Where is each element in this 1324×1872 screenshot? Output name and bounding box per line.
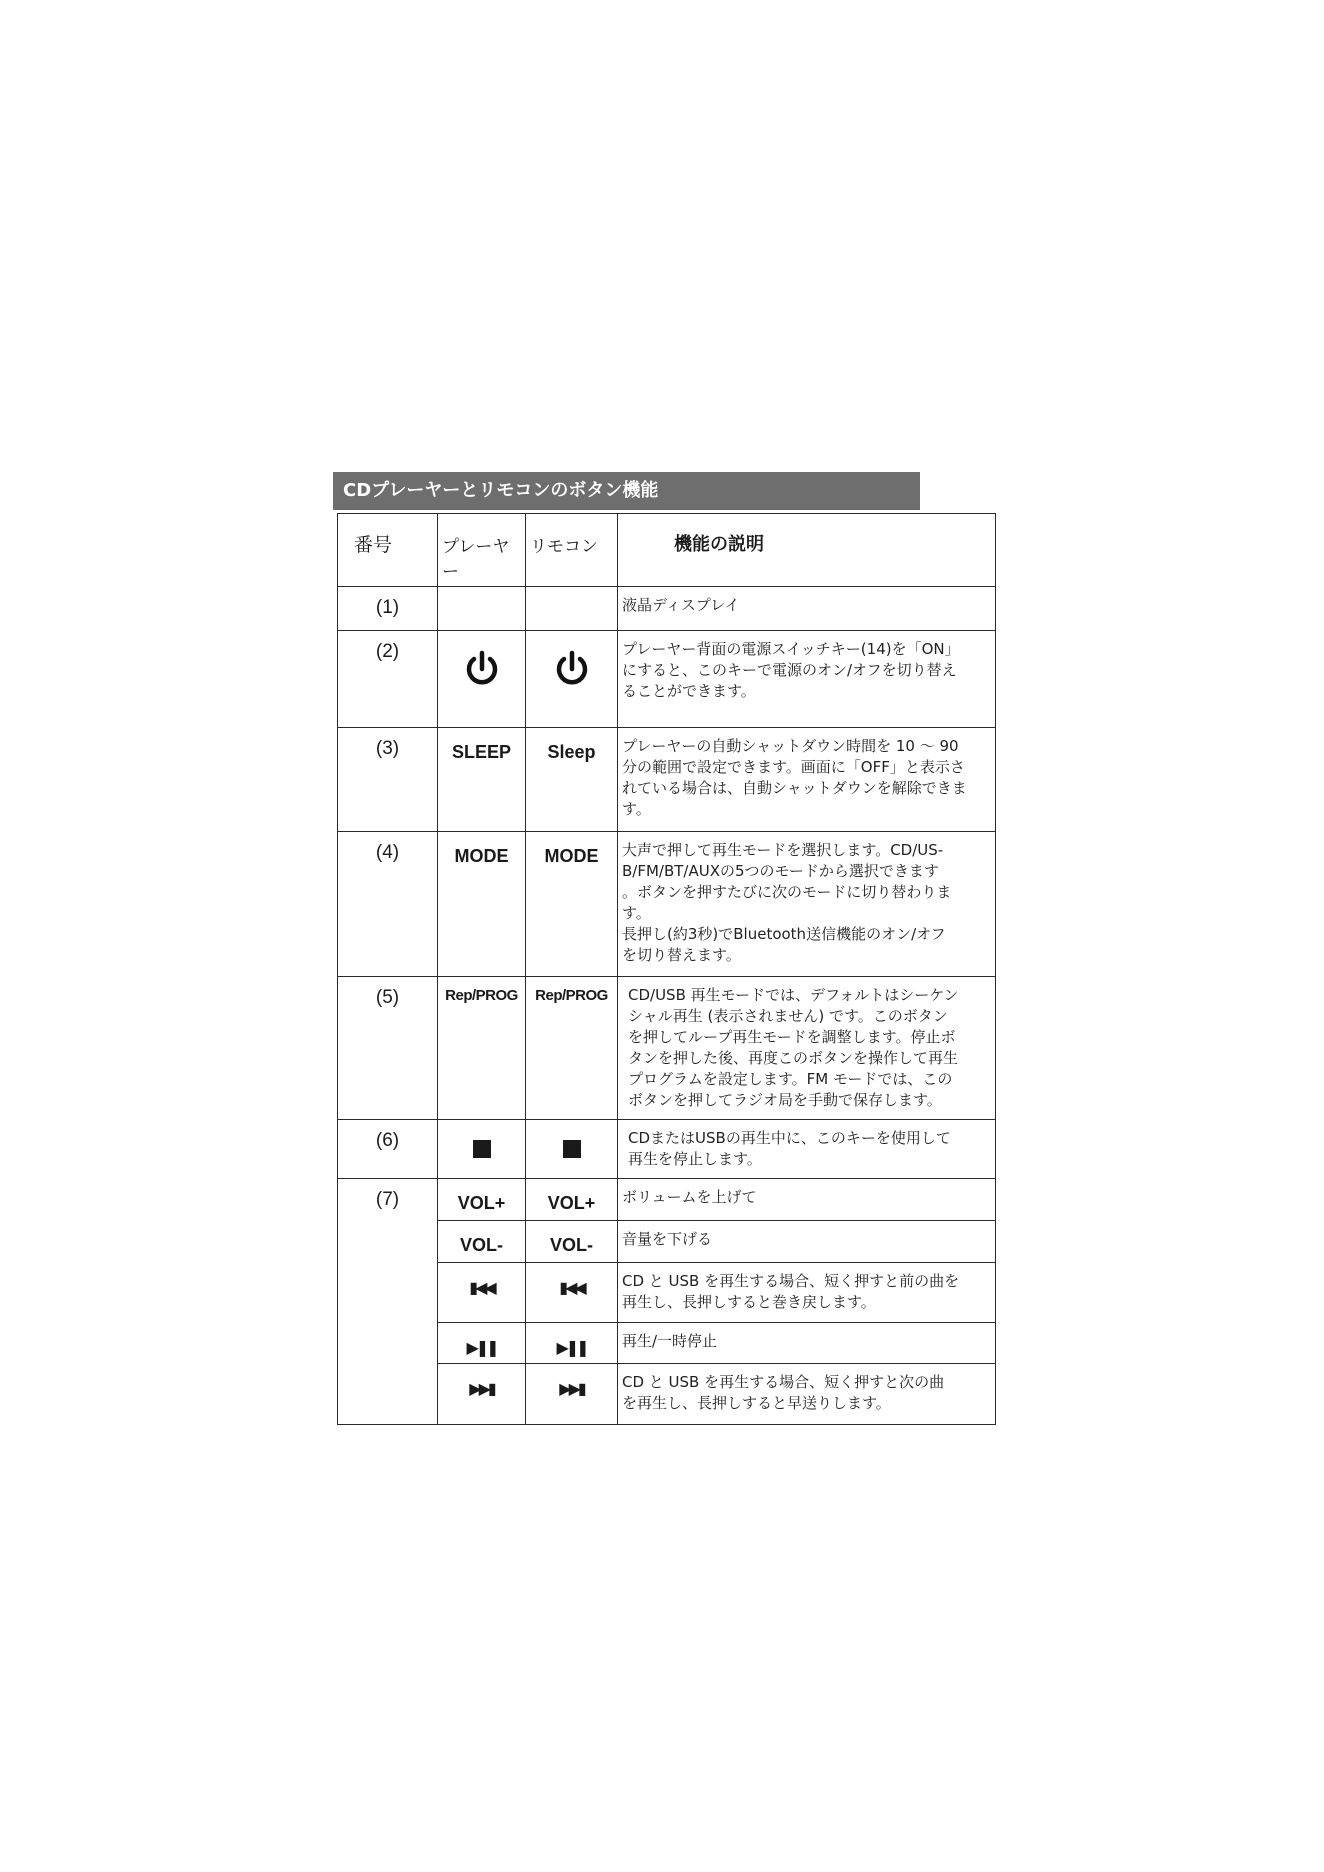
description bbox=[618, 1179, 996, 1221]
remote-button: Sleep bbox=[526, 728, 618, 832]
description-line: プレーヤー背面の電源スイッチキー(14)を「ON」 bbox=[622, 640, 960, 658]
player-button bbox=[438, 1364, 526, 1425]
table-row bbox=[338, 631, 996, 728]
player-button bbox=[438, 631, 526, 728]
description-line: にすると、このキーで電源のオン/オフを切り替え bbox=[622, 661, 957, 679]
player-button bbox=[438, 1263, 526, 1323]
description-line: CD/USB 再生モードでは、デフォルトはシーケン bbox=[628, 986, 959, 1004]
table-row bbox=[338, 1179, 996, 1221]
description-line: 液晶ディスプレイ bbox=[622, 596, 740, 614]
player-button: Rep/PROG bbox=[438, 977, 526, 1120]
play-pause-icon: ▶❚❚ bbox=[556, 1338, 587, 1357]
description-line: プログラムを設定します。FM モードでは、この bbox=[628, 1070, 953, 1088]
description bbox=[618, 728, 996, 832]
description bbox=[618, 1221, 996, 1263]
next-track-icon: ▶▶▮ bbox=[559, 1379, 584, 1398]
description-line: プレーヤーの自動シャットダウン時間を 10 〜 90 bbox=[622, 737, 959, 755]
description bbox=[618, 977, 996, 1120]
remote-button bbox=[526, 631, 618, 728]
description bbox=[618, 1120, 996, 1179]
description-line: 再生を停止します。 bbox=[628, 1150, 762, 1168]
description-line: タンを押した後、再度このボタンを操作して再生 bbox=[628, 1049, 959, 1067]
power-icon bbox=[552, 649, 592, 689]
remote-button: VOL+ bbox=[526, 1179, 618, 1221]
description-line: シャル再生 (表示されません) です。このボタン bbox=[628, 1007, 948, 1025]
row-number: (5) bbox=[338, 977, 438, 1120]
previous-track-icon: ▮◀◀ bbox=[559, 1278, 584, 1297]
section-title: CDプレーヤーとリモコンのボタン機能 bbox=[333, 472, 920, 510]
description-line: ボタンを押してラジオ局を手動で保存します。 bbox=[628, 1091, 942, 1109]
row-number: (4) bbox=[338, 832, 438, 977]
row-number: (1) bbox=[338, 587, 438, 631]
description bbox=[618, 1364, 996, 1425]
description bbox=[618, 832, 996, 977]
description-line: 。ボタンを押すたびに次のモードに切り替わりま bbox=[622, 883, 952, 901]
row-number: (2) bbox=[338, 631, 438, 728]
remote-button bbox=[526, 587, 618, 631]
power-icon bbox=[462, 649, 502, 689]
description-line: 長押し(約3秒)でBluetooth送信機能のオン/オフ bbox=[622, 925, 946, 943]
description-line: 音量を下げる bbox=[622, 1230, 713, 1248]
player-button bbox=[438, 1323, 526, 1364]
player-button: MODE bbox=[438, 832, 526, 977]
description bbox=[618, 631, 996, 728]
description-line: CD と USB を再生する場合、短く押すと前の曲を bbox=[622, 1272, 960, 1290]
header-remote: リモコン bbox=[526, 514, 618, 587]
description-line: ることができます。 bbox=[622, 682, 756, 700]
description-line: 大声で押して再生モードを選択します。CD/US- bbox=[622, 841, 944, 859]
stop-icon bbox=[473, 1140, 491, 1158]
player-button: VOL- bbox=[438, 1221, 526, 1263]
description-line: を押してループ再生モードを調整します。停止ボ bbox=[628, 1028, 956, 1046]
remote-button bbox=[526, 1364, 618, 1425]
next-track-icon: ▶▶▮ bbox=[469, 1379, 494, 1398]
remote-button: Rep/PROG bbox=[526, 977, 618, 1120]
table-row bbox=[338, 587, 996, 631]
row-number: (6) bbox=[338, 1120, 438, 1179]
description-line: れている場合は、自動シャットダウンを解除できま bbox=[622, 779, 967, 797]
row-number: (3) bbox=[338, 728, 438, 832]
description bbox=[618, 1263, 996, 1323]
player-button: SLEEP bbox=[438, 728, 526, 832]
player-button: VOL+ bbox=[438, 1179, 526, 1221]
description-line: B/FM/BT/AUXの5つのモードから選択できます bbox=[622, 862, 939, 880]
play-pause-icon: ▶❚❚ bbox=[466, 1338, 497, 1357]
description-line: す。 bbox=[622, 800, 651, 818]
remote-button bbox=[526, 1323, 618, 1364]
description-line: を再生し、長押しすると早送りします。 bbox=[622, 1394, 891, 1412]
table-header-row bbox=[338, 514, 996, 587]
description-line: CD と USB を再生する場合、短く押すと次の曲 bbox=[622, 1373, 945, 1391]
table-row bbox=[338, 832, 996, 977]
remote-button: VOL- bbox=[526, 1221, 618, 1263]
button-function-table bbox=[337, 513, 996, 1425]
description-line: 再生/一時停止 bbox=[622, 1332, 718, 1350]
remote-button bbox=[526, 1120, 618, 1179]
description-line: を切り替えます。 bbox=[622, 946, 741, 964]
description bbox=[618, 1323, 996, 1364]
remote-button: MODE bbox=[526, 832, 618, 977]
header-number: 番号 bbox=[338, 514, 438, 587]
description-line: ボリュームを上げて bbox=[622, 1188, 757, 1206]
description-line: CDまたはUSBの再生中に、このキーを使用して bbox=[628, 1129, 951, 1147]
description-line: す。 bbox=[622, 904, 651, 922]
previous-track-icon: ▮◀◀ bbox=[469, 1278, 494, 1297]
stop-icon bbox=[563, 1140, 581, 1158]
header-player: プレーヤー bbox=[438, 514, 526, 587]
player-button bbox=[438, 1120, 526, 1179]
description-line: 再生し、長押しすると巻き戻します。 bbox=[622, 1293, 876, 1311]
header-description: 機能の説明 bbox=[618, 514, 996, 587]
description bbox=[618, 587, 996, 631]
table-row bbox=[338, 728, 996, 832]
description-line: 分の範囲で設定できます。画面に「OFF」と表示さ bbox=[622, 758, 965, 776]
table-row bbox=[338, 977, 996, 1120]
table-row bbox=[338, 1120, 996, 1179]
row-number: (7) bbox=[338, 1179, 438, 1425]
remote-button bbox=[526, 1263, 618, 1323]
player-button bbox=[438, 587, 526, 631]
